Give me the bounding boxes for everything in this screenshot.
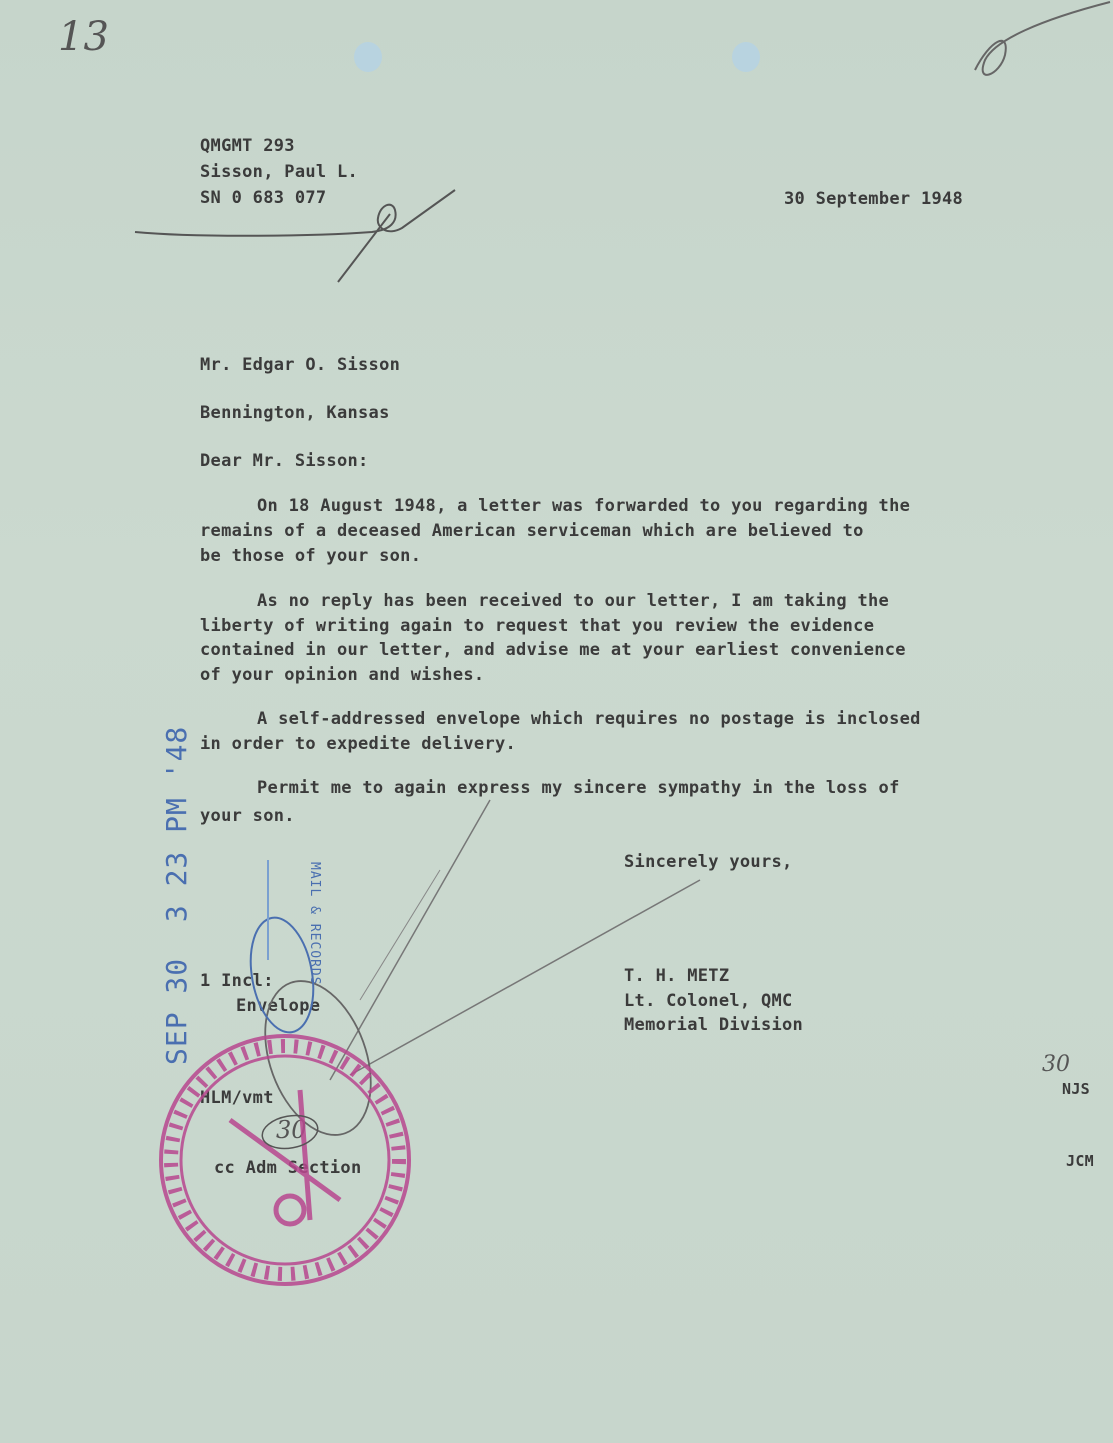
signer-title: Lt. Colonel, QMC bbox=[624, 991, 793, 1011]
signer-division: Memorial Division bbox=[624, 1015, 804, 1035]
purple-round-stamp bbox=[161, 1036, 409, 1284]
recipient-name: Mr. Edgar O. Sisson bbox=[200, 355, 401, 375]
enclosure-count: 1 Incl: bbox=[200, 971, 274, 991]
typist-reference: HLM/vmt bbox=[200, 1088, 274, 1108]
pencil-line-2 bbox=[350, 880, 700, 1075]
enclosure-item: Envelope bbox=[236, 996, 321, 1016]
pencil-line-3 bbox=[360, 870, 440, 1000]
letter-date: 30 September 1948 bbox=[784, 189, 964, 209]
received-date-stamp: SEP 30 3 23 PM '48 bbox=[160, 725, 193, 1065]
pencil-line-1 bbox=[330, 800, 490, 1080]
body-line: On 18 August 1948, a letter was forwarded to you regarding the bbox=[257, 496, 911, 516]
body-line: contained in our letter, and advise me at your earliest convenience bbox=[200, 640, 906, 660]
blue-oval-stamp bbox=[242, 913, 321, 1038]
body-line: be those of your son. bbox=[200, 546, 422, 566]
typist-note-handwritten: 30 bbox=[276, 1116, 307, 1144]
body-line: liberty of writing again to request that you review the evidence bbox=[200, 616, 875, 636]
subject-name: Sisson, Paul L. bbox=[200, 162, 359, 182]
handwritten-page-mark: 13 bbox=[58, 14, 109, 60]
mail-records-stamp: MAIL & RECORDS bbox=[307, 862, 322, 986]
recipient-location: Bennington, Kansas bbox=[200, 403, 390, 423]
closing: Sincerely yours, bbox=[624, 852, 793, 872]
handwritten-initials-mark: 30 bbox=[1042, 1052, 1070, 1077]
body-line: As no reply has been received to our letter, I am taking the bbox=[257, 591, 890, 611]
handwritten-corner-mark bbox=[975, 2, 1110, 75]
initials-jcm: JCM bbox=[1066, 1152, 1094, 1170]
carbon-copy-line: cc Adm Section bbox=[214, 1158, 362, 1178]
body-line: A self-addressed envelope which requires no postage is inclosed bbox=[257, 709, 921, 729]
body-line: Permit me to again express my sincere sympathy in the loss of bbox=[257, 778, 900, 798]
body-line: in order to expedite delivery. bbox=[200, 734, 517, 754]
pencil-signature bbox=[135, 190, 455, 282]
serial-number: SN 0 683 077 bbox=[200, 188, 327, 208]
file-reference: QMGMT 293 bbox=[200, 136, 295, 156]
initials-njs: NJS bbox=[1062, 1080, 1090, 1098]
salutation: Dear Mr. Sisson: bbox=[200, 451, 369, 471]
body-line: of your opinion and wishes. bbox=[200, 665, 485, 685]
body-line: remains of a deceased American serviceman which are believed to bbox=[200, 521, 864, 541]
body-line: your son. bbox=[200, 806, 295, 826]
signer-name: T. H. METZ bbox=[624, 966, 730, 986]
